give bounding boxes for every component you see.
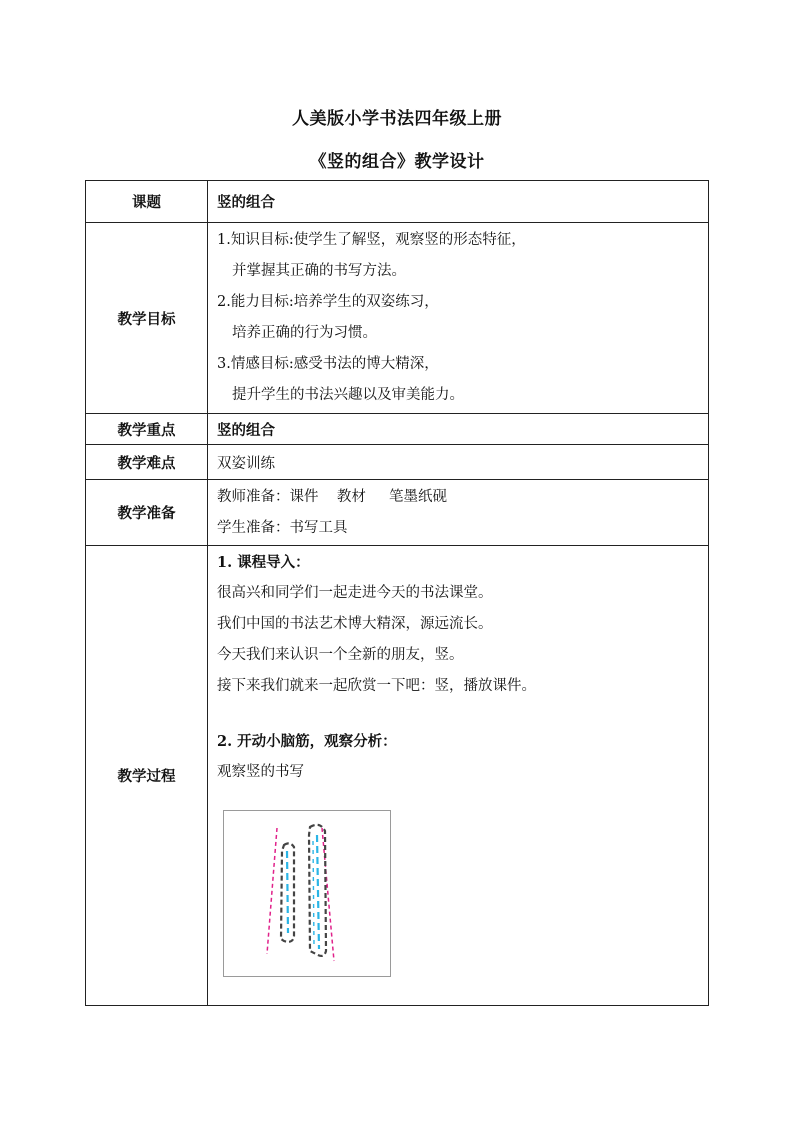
objectives-label: 教学目标 (86, 223, 208, 414)
preparation-content (208, 480, 709, 546)
lesson-plan-table (85, 180, 709, 1006)
student-preparation: 学生准备：书写工具 (217, 519, 348, 536)
row-preparation (86, 480, 709, 546)
section-heading: 1. 课程导入： (217, 554, 310, 571)
process-label: 教学过程 (86, 546, 208, 1006)
process-line: 观察竖的书写 (217, 764, 304, 780)
topic-label: 课题 (86, 181, 208, 223)
teacher-preparation: 教师准备：课件 教材 笔墨纸砚 (217, 488, 447, 505)
objective-line: 1.知识目标:使学生了解竖，观察竖的形态特征， (217, 232, 526, 248)
stroke-fill (287, 851, 288, 933)
topic-value: 竖的组合 (208, 181, 709, 223)
process-content (208, 546, 709, 1006)
process-line: 很高兴和同学们一起走进今天的书法课堂。 (217, 585, 493, 601)
difficulty-value: 双姿训练 (208, 445, 709, 480)
guide-line (267, 828, 277, 954)
objectives-content (208, 223, 709, 414)
document-title: 人美版小学书法四年级上册 (292, 109, 502, 129)
row-difficulty (86, 445, 709, 480)
objective-line: 3.情感目标:感受书法的博大精深， (217, 356, 439, 372)
objective-line: 2.能力目标:培养学生的双姿练习， (217, 294, 439, 310)
process-line: 我们中国的书法艺术博大精深，源远流长。 (217, 616, 493, 632)
process-line: 今天我们来认识一个全新的朋友，竖。 (217, 647, 464, 663)
stroke-fill (313, 841, 314, 946)
row-key-point (86, 414, 709, 445)
vertical-stroke-figure (223, 810, 391, 977)
objective-line: 培养正确的行为习惯。 (232, 325, 377, 341)
row-objectives (86, 223, 709, 414)
vertical-stroke-illustration (224, 811, 390, 976)
row-topic (86, 181, 709, 223)
preparation-label: 教学准备 (86, 480, 208, 546)
stroke-outline (281, 843, 294, 941)
key-point-label: 教学重点 (86, 414, 208, 445)
objective-line: 并掌握其正确的书写方法。 (232, 263, 406, 279)
section-heading: 2. 开动小脑筋，观察分析： (217, 733, 397, 750)
key-point-value: 竖的组合 (208, 414, 709, 445)
difficulty-label: 教学难点 (86, 445, 208, 480)
process-line: 接下来我们就来一起欣赏一下吧：竖，播放课件。 (217, 678, 536, 694)
stroke-fill (317, 835, 319, 949)
guide-line (322, 828, 334, 961)
document-subtitle: 《竖的组合》教学设计 (309, 152, 485, 172)
objective-line: 提升学生的书法兴趣以及审美能力。 (232, 387, 464, 403)
row-process (86, 546, 709, 1006)
